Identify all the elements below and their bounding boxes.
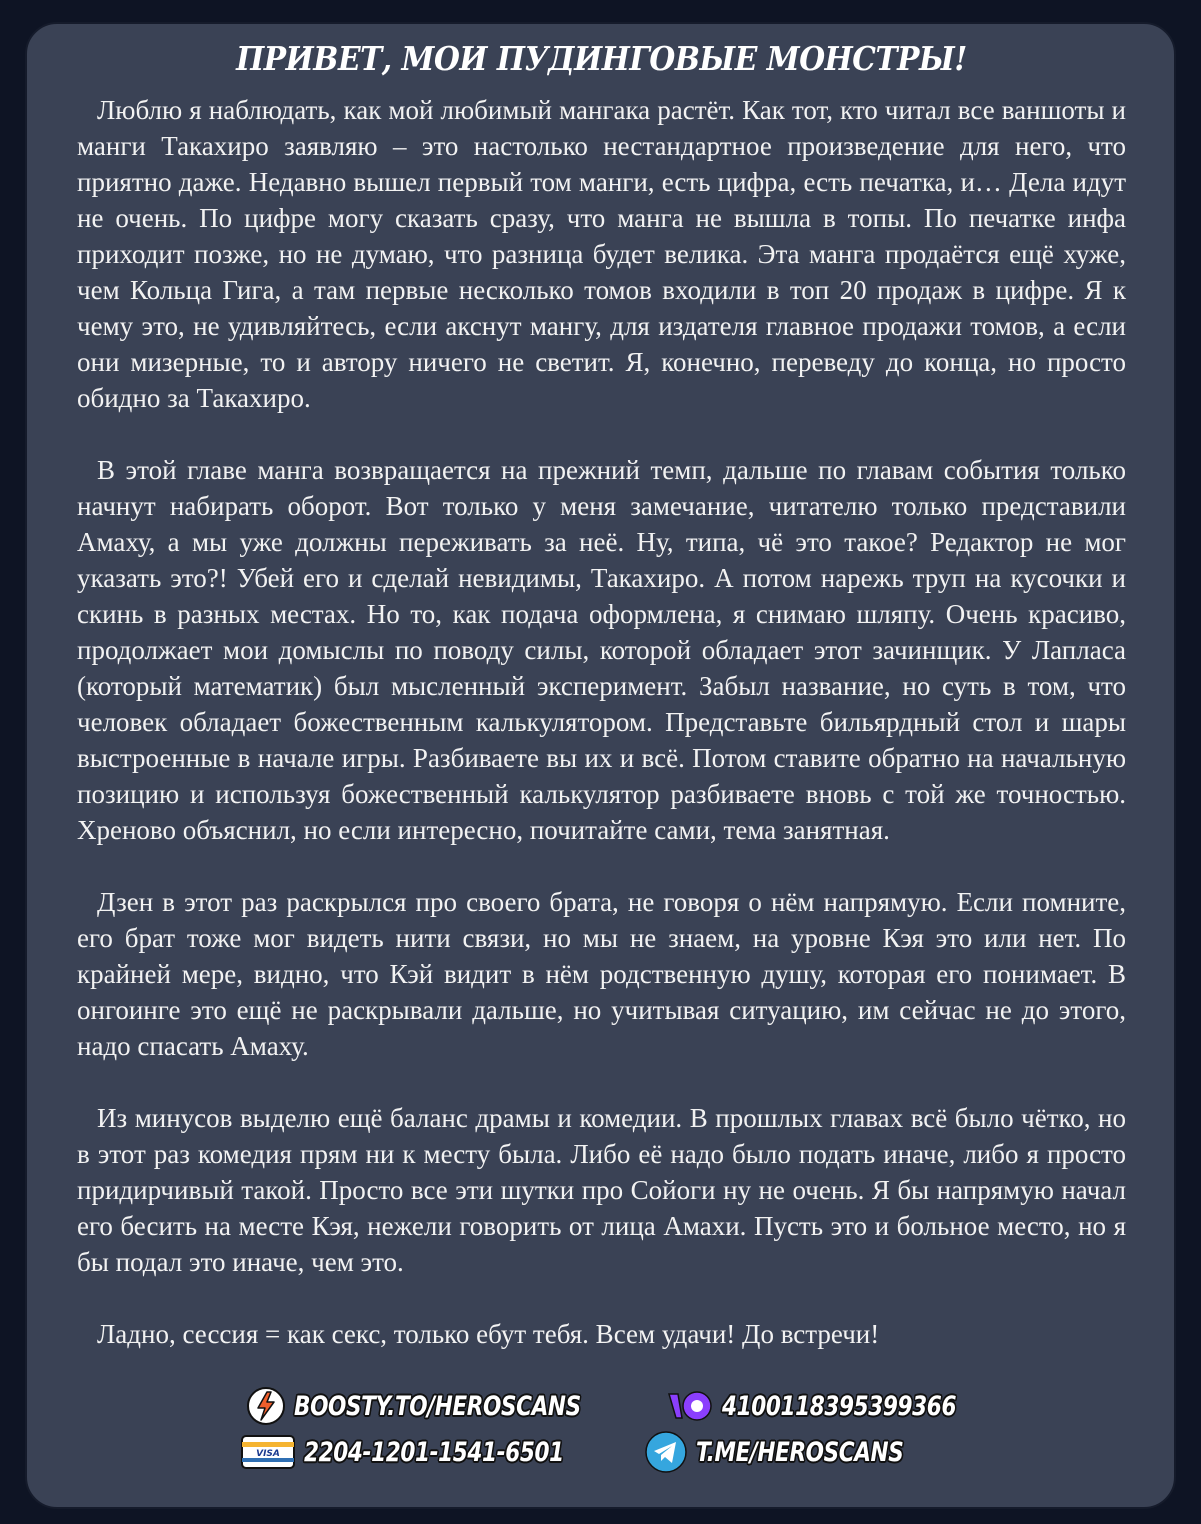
telegram-icon — [644, 1430, 688, 1474]
support-links — [27, 1386, 1174, 1474]
boosty-icon — [246, 1386, 286, 1426]
paragraph: В этой главе манга возвращается на прежний темп, дальше по главам события только начнут набирать оборот. Вот только у меня замечание, читателю только представили Амаху, а мы уже должны переживать за неё. Ну, типа, чё это такое? Редактор не мог указать это?! Убей его и сделай невидимы, Такахиро. А потом нарежь труп на кусочки и скинь в разных местах. Но то, как подача оформлена, я снимаю шляпу. Очень красиво, продолжает мои домыслы по поводу силы, которой обладает этот зачинщик. У Лапласа (который математик) был мысленный эксперимент. Забыл название, но суть в том, что человек обладает божественным калькулятором. Представьте бильярдный стол и шары выстроенные в начале игры. Разбиваете вы их и всё. Потом ставите обратно на начальную позицию и используя божественный калькулятор разбиваете вновь с той же точностью. Хреново объяснил, но если интересно, почитайте сами, тема занятная. — [77, 455, 1126, 845]
boosty-link[interactable] — [246, 1386, 592, 1426]
paragraph: Ладно, сессия = как секс, только ебут тебя. Всем удачи! До встречи! — [97, 1319, 880, 1349]
paragraph: Люблю я наблюдать, как мой любимый мангака растёт. Как тот, кто читал все ваншоты и манги Такахиро заявляю – это настолько нестандартное произведение для него, что приятно даже. Недавно вышел первый том манги, есть цифра, есть печатка, и… Дела идут не очень. По цифре могу сказать сразу, что манга не вышла в топы. По печатке инфа приходит позже, но не думаю, что разница будет велика. Эта манга продаётся ещё хуже, чем Кольца Гига, а там первые несколько томов входили в топ 20 продаж в цифре. Я к чему это, не удивляйтесь, если акснут мангу, для издателя главное продажи томов, а если они мизерные, то и автору ничего не светит. Я, конечно, переведу до конца, но просто обидно за Такахиро. — [77, 95, 1126, 413]
support-links-row — [232, 1430, 964, 1474]
page-title: ПРИВЕТ, МОИ ПУДИНГОВЫЕ МОНСТРЫ! — [236, 39, 967, 78]
paragraph: Из минусов выделю ещё баланс драмы и комедии. В прошлых главах всё было чётко, но в этот раз комедия прям ни к месту была. Либо её надо было подать иначе, либо я просто придирчивый такой. Просто все эти шутки про Сойоги ну не очень. Я бы напрямую начал его бесить на месте Кэя, нежели говорить от лица Амахи. Пусть это и больное место, но я бы подал это иначе, чем это. — [77, 1103, 1126, 1277]
boosty-link-text: BOOSTY.TO/HEROSCANS — [294, 1390, 581, 1422]
paragraph: Дзен в этот раз раскрылся про своего брата, не говоря о нём напрямую. Если помните, его брат тоже мог видеть нити связи, но мы не знаем, на уровне Кэя это или нет. По крайней мере, видно, что Кэй видит в нём родственную душу, которая его понимает. В онгоинге это ещё не раскрывали дальше, но учитывая ситуацию, им сейчас не до этого, надо спасать Амаху. — [77, 887, 1126, 1061]
telegram-link-text: T.ME/HEROSCANS — [696, 1436, 904, 1468]
yoomoney-icon — [666, 1388, 714, 1424]
visa-card-link[interactable] — [240, 1434, 569, 1470]
message-body — [77, 92, 1126, 1352]
telegram-link[interactable] — [644, 1430, 955, 1474]
yoomoney-link-text: 4100118395399366 — [722, 1390, 957, 1422]
visa-badge-text: VISA — [255, 1449, 280, 1459]
visa-card-icon — [240, 1434, 296, 1470]
visa-card-number: 2204-1201-1541-6501 — [303, 1436, 564, 1468]
content-card — [25, 22, 1176, 1509]
yoomoney-link[interactable] — [666, 1388, 955, 1424]
support-links-row — [238, 1386, 963, 1426]
